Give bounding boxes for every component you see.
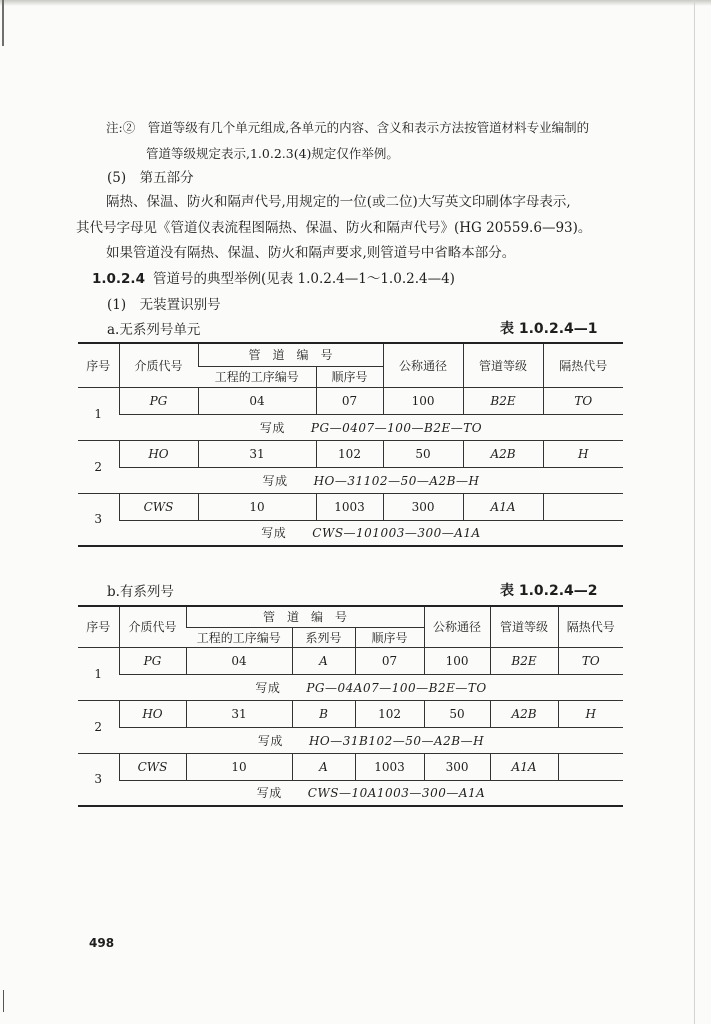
section-5-title: (5) 第五部分	[107, 170, 194, 186]
written-as-label: 写成	[255, 680, 281, 695]
written-as-row	[119, 674, 623, 700]
written-as-label: 写成	[256, 786, 282, 801]
cell-grade: A1A	[463, 493, 543, 520]
cell-process: 31	[198, 440, 316, 467]
written-as-row	[119, 520, 623, 546]
written-as-label: 写成	[257, 733, 283, 748]
row-seq: 2	[78, 440, 119, 493]
row-seq: 3	[78, 753, 119, 806]
header-insul: 隔热代号	[543, 343, 623, 387]
page-number: 498	[89, 936, 115, 950]
section-heading	[92, 267, 455, 287]
written-as-value: HO—31B102—50—A2B—H	[308, 733, 485, 748]
cell-medium: PG	[119, 647, 186, 674]
cell-order: 07	[355, 647, 424, 674]
written-as-value: HO—31102—50—A2B—H	[313, 473, 480, 488]
table-b	[78, 605, 623, 807]
written-as-label: 写成	[261, 526, 287, 541]
cell-grade: A1A	[490, 753, 558, 780]
paragraph-1: 隔热、保温、防火和隔声代号,用规定的一位(或二位)大写英文印刷体字母表示,	[106, 194, 571, 210]
cell-insul	[558, 753, 623, 780]
cell-dn: 50	[424, 700, 490, 727]
cell-medium: HO	[119, 700, 186, 727]
cell-grade: A2B	[490, 700, 558, 727]
header-grade: 管道等级	[463, 343, 543, 387]
cell-process: 04	[198, 387, 316, 414]
paragraph-3: 如果管道没有隔热、保温、防火和隔声要求,则管道号中省略本部分。	[106, 245, 516, 261]
scan-edge-line	[694, 0, 695, 1024]
cell-insul: H	[543, 440, 623, 467]
written-as-value: PG—0407—100—B2E—TO	[310, 420, 483, 435]
table-b-number: 表 1.0.2.4—2	[500, 583, 598, 599]
cell-process: 10	[186, 753, 292, 780]
note-line-1: 注:② 管道等级有几个单元组成,各单元的内容、含义和表示方法按管道材料专业编制的	[106, 120, 590, 135]
table-a-number: 表 1.0.2.4—1	[500, 321, 598, 337]
subsection-1-title: (1) 无装置识别号	[107, 297, 221, 313]
cell-medium: CWS	[119, 493, 198, 520]
cell-order: 07	[316, 387, 383, 414]
cell-insul: H	[558, 700, 623, 727]
header-insul: 隔热代号	[558, 606, 623, 647]
written-as-value: PG—04A07—100—B2E—TO	[306, 680, 487, 695]
section-heading-number: 1.0.2.4	[92, 271, 145, 287]
row-seq: 1	[78, 387, 119, 440]
cell-medium: HO	[119, 440, 198, 467]
note-line-2: 管道等级规定表示,1.0.2.3(4)规定仅作举例。	[146, 146, 399, 161]
scan-edge-mark-bottom	[3, 990, 4, 1012]
cell-insul	[543, 493, 623, 520]
table-b-caption: b.有系列号	[107, 584, 174, 600]
row-seq: 3	[78, 493, 119, 546]
header-order-no: 顺序号	[316, 366, 383, 387]
written-as-row	[119, 414, 623, 440]
row-seq: 1	[78, 647, 119, 700]
written-as-row	[119, 780, 623, 806]
cell-process: 10	[198, 493, 316, 520]
header-dn: 公称通径	[383, 343, 463, 387]
table-a	[78, 342, 623, 547]
header-seq: 序号	[78, 606, 119, 647]
written-as-row	[119, 467, 623, 493]
cell-order: 102	[355, 700, 424, 727]
cell-dn: 300	[383, 493, 463, 520]
cell-dn: 50	[383, 440, 463, 467]
written-as-value: CWS—101003—300—A1A	[312, 526, 481, 541]
cell-dn: 100	[424, 647, 490, 674]
header-dn: 公称通径	[424, 606, 490, 647]
cell-medium: CWS	[119, 753, 186, 780]
cell-series: B	[292, 700, 355, 727]
cell-order: 1003	[316, 493, 383, 520]
header-medium: 介质代号	[119, 606, 186, 647]
header-pipe-no: 管 道 编 号	[186, 606, 424, 627]
scan-edge-mark	[2, 0, 4, 46]
cell-grade: B2E	[463, 387, 543, 414]
header-process-no: 工程的工序编号	[186, 627, 292, 647]
header-pipe-no: 管 道 编 号	[198, 343, 383, 366]
cell-dn: 300	[424, 753, 490, 780]
written-as-label: 写成	[262, 473, 288, 488]
row-seq: 2	[78, 700, 119, 753]
cell-process: 31	[186, 700, 292, 727]
header-seq: 序号	[78, 343, 119, 387]
written-as-row	[119, 727, 623, 753]
cell-process: 04	[186, 647, 292, 674]
header-series-no: 系列号	[292, 627, 355, 647]
header-process-no: 工程的工序编号	[198, 366, 316, 387]
cell-grade: B2E	[490, 647, 558, 674]
cell-medium: PG	[119, 387, 198, 414]
cell-dn: 100	[383, 387, 463, 414]
paragraph-2: 其代号字母见《管道仪表流程图隔热、保温、防火和隔声代号》(HG 20559.6—93)。	[76, 220, 592, 236]
cell-grade: A2B	[463, 440, 543, 467]
cell-order: 102	[316, 440, 383, 467]
scan-shadow-top	[0, 0, 711, 6]
cell-series: A	[292, 753, 355, 780]
cell-insul: TO	[558, 647, 623, 674]
header-medium: 介质代号	[119, 343, 198, 387]
header-grade: 管道等级	[490, 606, 558, 647]
cell-insul: TO	[543, 387, 623, 414]
written-as-value: CWS—10A1003—300—A1A	[307, 786, 486, 801]
cell-order: 1003	[355, 753, 424, 780]
section-heading-text: 管道号的典型举例(见表 1.0.2.4—1～1.0.2.4—4)	[152, 271, 455, 287]
table-a-caption: a.无系列号单元	[107, 322, 201, 338]
cell-series: A	[292, 647, 355, 674]
written-as-label: 写成	[259, 420, 285, 435]
header-order-no: 顺序号	[355, 627, 424, 647]
